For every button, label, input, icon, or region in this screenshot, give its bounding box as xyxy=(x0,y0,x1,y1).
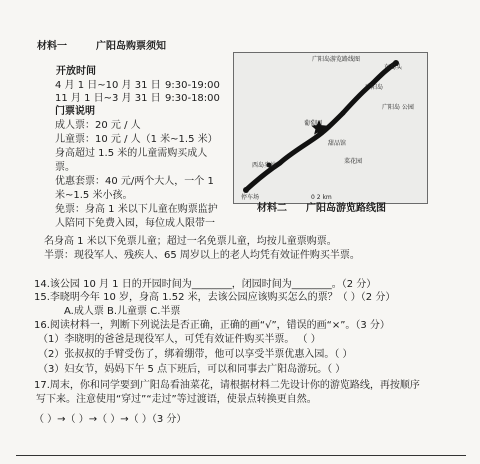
dessert-marker xyxy=(341,111,346,116)
notice-title: 广阳岛购票须知 xyxy=(96,41,166,52)
parking-station-marker xyxy=(243,187,249,193)
blank-close-time[interactable]: ________ xyxy=(291,279,332,290)
question-16-item-2: （2）张叔叔的手臂受伤了，绑着绷带，他可以享受半票优惠入园。（ ） xyxy=(38,349,353,360)
question-17-line-2: 写下来。注意使用“穿过”“走过”等过渡语，使景点转换更自然。 xyxy=(36,394,317,405)
material-one-heading: 材料一 xyxy=(37,41,67,52)
ticket-line: 身高超过 1.5 米的儿童需购买成人 xyxy=(55,148,208,159)
question-17-answer-template[interactable]: （ ）→（ ）→（ ）→（ ）（3 分） xyxy=(34,414,187,425)
question-14 xyxy=(34,279,376,290)
question-17 xyxy=(34,380,420,391)
question-number: 16. xyxy=(34,320,50,331)
map-caption-prefix: 材料二 xyxy=(257,203,287,214)
question-15 xyxy=(34,292,395,303)
ticket-heading: 门票说明 xyxy=(55,106,95,117)
hours-row-winter-time: 9:30-18:00 xyxy=(165,93,220,104)
map-label-vineyard: 葡萄园 xyxy=(304,120,323,127)
map-label-xidaotou: 西岛头站 xyxy=(252,162,277,169)
map-label-tianpinguan: 甜品馆 xyxy=(328,140,347,147)
ticket-line: 人陪同下免费入园，每位成人限带一 xyxy=(55,218,215,229)
map-scale-label: 0 2 km xyxy=(311,194,332,201)
ticket-line: 儿童票：10 元 / 人（1 米~1.5 米） xyxy=(55,134,218,145)
map-label-caicaihuayuan: 菜花园 xyxy=(344,158,363,165)
route-map xyxy=(233,52,428,204)
ticket-line-cont: 名身高 1 米以下免票儿童；超过一名免票儿童，均按儿童票购票。 xyxy=(44,236,337,247)
blank-open-time[interactable]: ________ xyxy=(191,279,232,290)
hours-row-winter-period: 11 月 1 日~3 月 31 日 xyxy=(55,93,161,104)
question-16-item-1: （1）李晓明的爸爸是现役军人，可凭有效证件购买半票。 （ ） xyxy=(38,334,321,345)
map-label-guangyang-park: 广阳岛 公园 xyxy=(382,104,414,111)
question-points: 。（2 分） xyxy=(331,279,377,290)
question-number: 17. xyxy=(34,380,50,391)
question-15-options: A.成人票 B.儿童票 C.半票 xyxy=(64,306,181,317)
ticket-line-cont: 半票：现役军人、残疾人、65 周岁以上的老人均凭有效证件购买半票。 xyxy=(44,250,360,261)
question-text: 该公园 10 月 1 日的开园时间为 xyxy=(49,279,192,290)
question-text: 李晓明今年 10 岁，身高 1.52 米，去该公园应该购买怎么的票？（ ）（2 分） xyxy=(49,292,396,303)
ticket-line: 免票：身高 1 米以下儿童在购票监护 xyxy=(55,204,218,215)
ticket-line: 成人票：20 元 / 人 xyxy=(55,120,141,131)
ticket-line: 米~1.5 米小孩。 xyxy=(55,190,133,201)
question-number: 15. xyxy=(34,292,50,303)
hours-row-summer-period: 4 月 1 日~10 月 31 日 xyxy=(55,80,161,91)
question-number: 14. xyxy=(34,279,50,290)
map-label-guangyang-island: 广阳岛 xyxy=(365,84,384,91)
question-text-mid: ，闭园时间为 xyxy=(231,279,292,290)
hours-row-summer-time: 9:30-19:00 xyxy=(165,80,220,91)
ticket-line: 票。 xyxy=(55,162,75,173)
hours-heading: 开放时间 xyxy=(56,66,96,77)
map-label-dongfang: 东岛头 xyxy=(384,64,403,71)
map-caption: 广阳岛游览路线图 xyxy=(306,203,386,214)
question-text: 周末，你和同学要到广阳岛看油菜花，请根据材料二先设计你的游览路线，再按顺序 xyxy=(49,380,420,391)
map-title: 广阳岛游览路线图 xyxy=(312,56,361,63)
ticket-line: 优惠套票：40 元/两个大人，一个 1 xyxy=(55,176,214,187)
route-map-svg xyxy=(234,53,427,203)
map-label-tingchezhan: 停车场 xyxy=(241,194,260,201)
answer-line xyxy=(16,455,466,456)
question-16 xyxy=(34,320,390,331)
question-text: 阅读材料一，判断下列说法是否正确，正确的画“√”，错误的画“×”。（3 分） xyxy=(49,320,390,331)
question-16-item-3: （3）妇女节，妈妈下午 5 点下班后，可以和同事去广阳岛游玩。（ ） xyxy=(38,364,346,375)
